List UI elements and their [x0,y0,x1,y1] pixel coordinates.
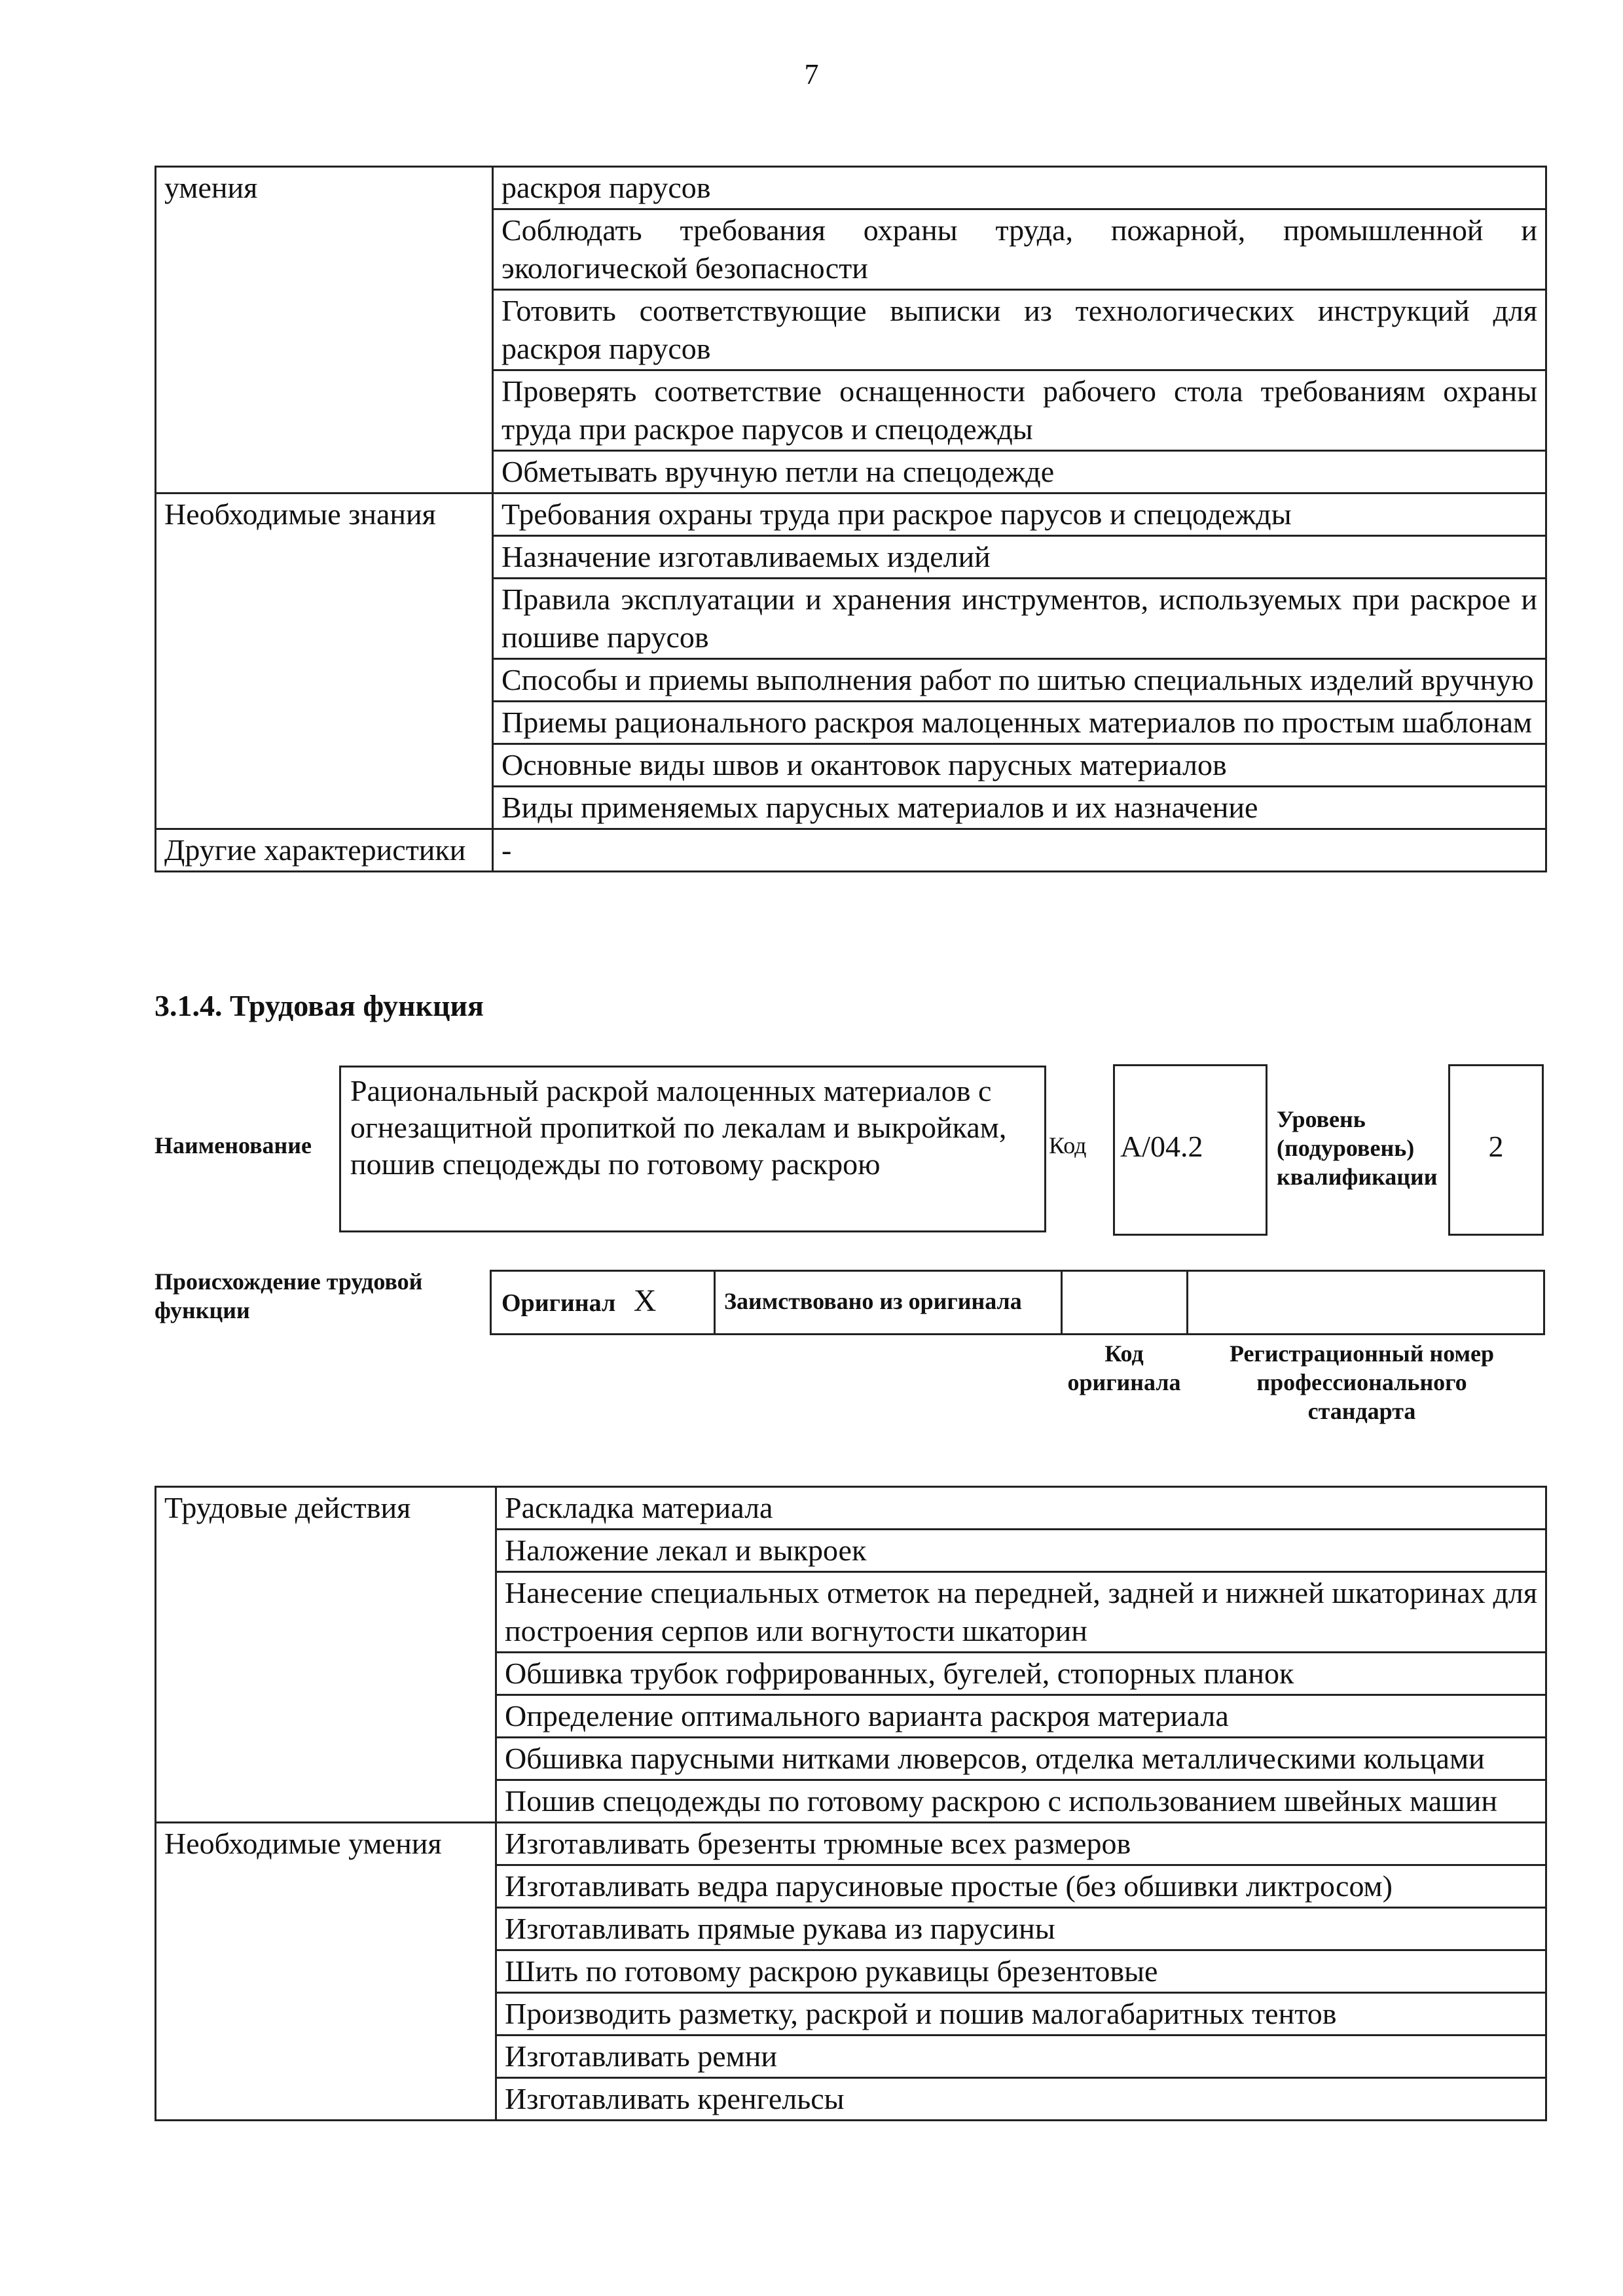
table-cell: Наложение лекал и выкроек [496,1530,1546,1572]
table-row [156,1487,1546,1530]
table-cell: Проверять соответствие оснащенности рабочего стола требованиям охраны труда при раскрое парусов и спецодежды [493,370,1546,451]
table-cell: Способы и приемы выполнения работ по шитью специальных изделий вручную [493,659,1546,702]
table-cell: Назначение изготавливаемых изделий [493,536,1546,579]
actions-skills-table [155,1486,1547,2121]
table-cell: Соблюдать требования охраны труда, пожарной, промышленной и экологической безопасности [493,209,1546,290]
table-cell: Основные виды швов и окантовок парусных материалов [493,744,1546,787]
level-value: 2 [1488,1130,1504,1163]
table-cell: Шить по готовому раскрою рукавицы брезентовые [496,1950,1546,1993]
code-label: Код [1049,1132,1087,1158]
row-label: Необходимые знания [156,493,493,829]
original-cell [501,1283,711,1319]
origin-label: Происхождение трудовой функции [155,1268,423,1323]
original-label: Оригинал [501,1289,616,1317]
level-label: Уровень (подуровень) квалификации [1277,1106,1438,1190]
table-cell: Обметывать вручную петли на спецодежде [493,451,1546,493]
row-label: Необходимые умения [156,1823,496,2121]
origin-divider-2 [1061,1270,1063,1335]
skills-knowledge-table [155,166,1547,872]
row-label: Другие характеристики [156,829,493,872]
row-label: Трудовые действия [156,1487,496,1823]
table-cell: Изготавливать брезенты трюмные всех размеров [496,1823,1546,1865]
table-cell: Изготавливать ремни [496,2036,1546,2078]
borrowed-label: Заимствовано из оригинала [724,1288,1022,1314]
name-label: Наименование [155,1132,312,1158]
table-cell: Правила эксплуатации и хранения инструментов, используемых при раскрое и пошиве парусов [493,579,1546,659]
table-row [156,167,1546,209]
table-cell: Изготавливать ведра парусиновые простые (без обшивки ликтросом) [496,1865,1546,1908]
function-name: Рациональный раскрой малоценных материалов с огнезащитной пропиткой по лекалам и выкройкам, пошив спецодежды по готовому раскрою [350,1074,1007,1181]
table-row [156,1823,1546,1865]
table-cell: Производить разметку, раскрой и пошив малогабаритных тентов [496,1993,1546,2036]
origin-divider-1 [714,1270,716,1335]
table-cell: раскроя парусов [493,167,1546,209]
table-cell: Обшивка трубок гофрированных, бугелей, стопорных планок [496,1653,1546,1695]
table-cell: Пошив спецодежды по готовому раскрою с использованием швейных машин [496,1780,1546,1823]
table-cell: Обшивка парусными нитками люверсов, отделка металлическими кольцами [496,1738,1546,1780]
table-cell: - [493,829,1546,872]
table-row [156,829,1546,872]
section-heading: 3.1.4. Трудовая функция [155,989,484,1022]
table-cell: Готовить соответствующие выписки из технологических инструкций для раскроя парусов [493,290,1546,370]
level-box [1448,1064,1544,1236]
table-cell: Изготавливать прямые рукава из парусины [496,1908,1546,1950]
page-number: 7 [804,58,819,90]
table-cell: Виды применяемых парусных материалов и их назначение [493,787,1546,829]
table-cell: Приемы рационального раскроя малоценных материалов по простым шаблонам [493,702,1546,744]
code-value: А/04.2 [1120,1130,1203,1163]
table-cell: Определение оптимального варианта раскроя материала [496,1695,1546,1738]
original-mark: X [633,1283,657,1318]
table-cell: Изготавливать кренгельсы [496,2078,1546,2121]
row-label: умения [156,167,493,493]
reg-caption: Регистрационный номер профессионального стандарта [1229,1340,1495,1424]
code-caption: Код оригинала [1067,1340,1181,1395]
function-name-box [339,1066,1046,1232]
table-cell: Раскладка материала [496,1487,1546,1530]
table-cell: Нанесение специальных отметок на передней, задней и нижней шкаторинах для построения серпов или вогнутости шкаторин [496,1572,1546,1653]
origin-divider-3 [1186,1270,1188,1335]
code-box [1113,1064,1267,1236]
table-cell: Требования охраны труда при раскрое парусов и спецодежды [493,493,1546,536]
table-row [156,493,1546,536]
